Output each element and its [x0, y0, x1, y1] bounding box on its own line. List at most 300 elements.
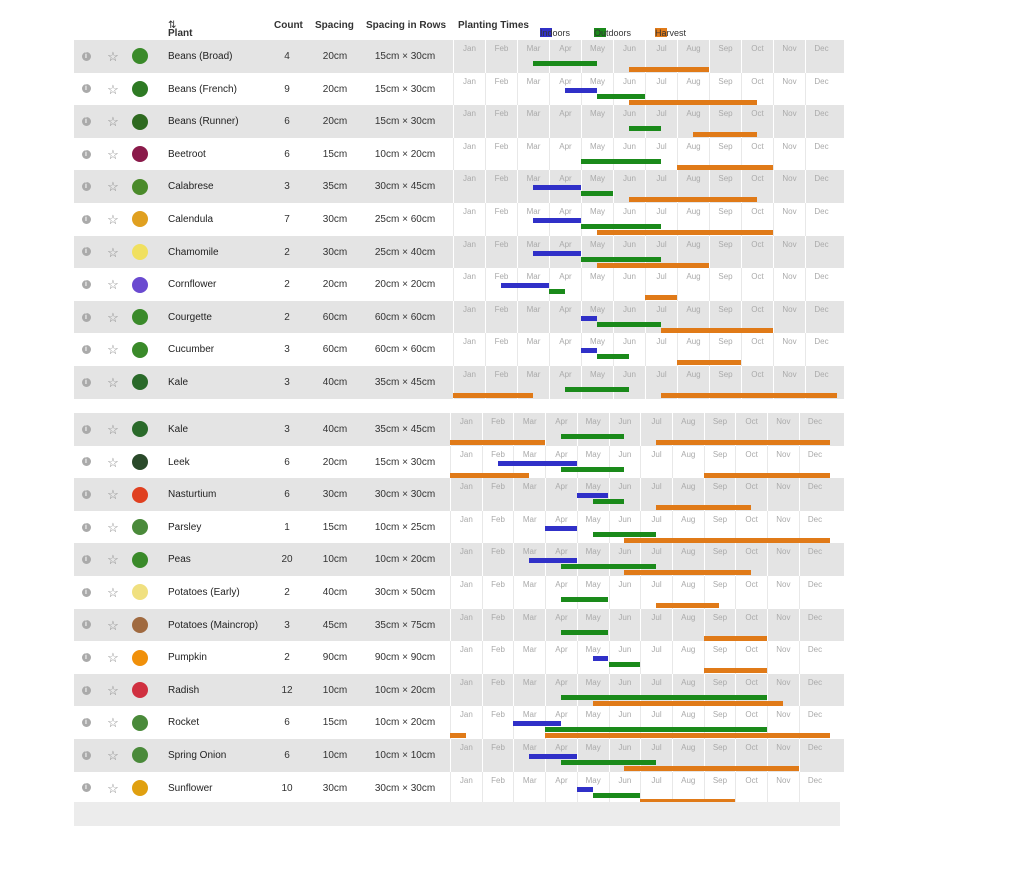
plant-count: 2 [284, 246, 290, 258]
month-label: Feb [491, 417, 505, 426]
plant-name[interactable]: Cucumber [168, 344, 215, 356]
month-cell [613, 268, 645, 301]
month-cell [549, 268, 581, 301]
plant-name[interactable]: Beans (French) [168, 83, 237, 95]
plant-name[interactable]: Kale [168, 377, 189, 388]
month-label: Oct [745, 775, 758, 785]
month-cell [581, 170, 613, 203]
month-label: Nov [782, 44, 797, 53]
star-icon[interactable]: ☆ [107, 715, 119, 731]
month-cell [799, 478, 831, 511]
month-cell [773, 268, 805, 301]
month-cell [482, 543, 514, 576]
info-icon[interactable]: i [80, 511, 92, 544]
month-cell [545, 413, 577, 446]
month-cell [672, 446, 704, 479]
month-label: Mar [522, 677, 537, 687]
plant-name[interactable]: Peas [168, 554, 191, 566]
plant-spacing-rows: 15cm × 30cm [374, 456, 436, 468]
month-cell [545, 772, 577, 805]
month-label: Dec [814, 239, 829, 249]
table-row[interactable] [74, 706, 844, 739]
month-label: Aug [686, 44, 701, 53]
month-cell [581, 40, 613, 73]
month-label: Dec [814, 370, 829, 379]
table-row[interactable] [74, 40, 844, 73]
month-label: Sep [718, 76, 733, 86]
month-label: Sep [712, 482, 728, 492]
month-label: Dec [807, 482, 823, 492]
month-cell [709, 40, 741, 73]
month-label: Mar [526, 109, 541, 119]
month-label: Dec [814, 76, 829, 86]
month-label: Mar [526, 174, 541, 184]
month-label: Feb [491, 710, 505, 720]
month-label: Jul [651, 677, 662, 687]
outdoor-bar [593, 793, 641, 798]
month-label: Apr [555, 645, 568, 655]
star-icon[interactable]: ☆ [107, 277, 119, 293]
month-label: Apr [559, 141, 572, 151]
info-icon[interactable]: i [80, 333, 92, 366]
month-label: May [589, 44, 606, 53]
table-row[interactable] [74, 739, 844, 772]
plant-name[interactable]: Beans (Broad) [168, 51, 233, 62]
info-icon[interactable]: i [80, 706, 92, 739]
month-label: Apr [555, 580, 568, 589]
month-label: Dec [807, 417, 823, 426]
month-label: Mar [522, 547, 537, 557]
table-row[interactable] [74, 366, 844, 399]
month-label: Oct [745, 612, 758, 622]
month-label: Mar [522, 710, 537, 720]
month-cell [799, 609, 831, 642]
month-label: Jan [463, 174, 476, 184]
info-icon[interactable]: i [80, 478, 92, 511]
planting-calendar [450, 739, 830, 772]
star-icon[interactable]: ☆ [107, 212, 119, 227]
table-row[interactable] [74, 73, 844, 106]
month-label: Nov [776, 514, 791, 524]
month-label: Jul [656, 337, 667, 347]
table-row[interactable] [74, 236, 844, 269]
month-label: Aug [681, 547, 696, 557]
star-icon[interactable]: ☆ [107, 342, 119, 358]
star-icon[interactable]: ☆ [107, 375, 119, 390]
month-label: Aug [681, 449, 696, 459]
star-icon[interactable]: ☆ [107, 617, 119, 633]
month-label: Oct [751, 272, 764, 282]
harvest-bar [704, 668, 767, 673]
month-label: Jan [463, 239, 476, 249]
month-cell [709, 268, 741, 301]
month-label: May [589, 109, 606, 119]
info-icon[interactable]: i [80, 641, 92, 674]
planting-calendar [450, 543, 830, 576]
sort-icon[interactable]: ⇅ [168, 20, 177, 31]
info-icon[interactable]: i [80, 543, 92, 576]
month-label: Apr [555, 417, 568, 426]
month-cell [577, 609, 609, 642]
month-label: Feb [491, 482, 505, 492]
plant-name[interactable]: Chamomile [168, 246, 219, 258]
plant-name[interactable]: Sunflower [168, 782, 213, 794]
plant-count: 10 [281, 782, 293, 794]
plant-spacing-rows: 30cm × 30cm [374, 489, 436, 501]
month-label: Jan [459, 514, 473, 524]
plant-name[interactable]: Parsley [168, 521, 202, 533]
plant-spacing-rows: 35cm × 45cm [374, 377, 436, 388]
harvest-bar [450, 473, 529, 478]
star-icon[interactable]: ☆ [107, 519, 119, 535]
month-label: Nov [776, 612, 791, 622]
plant-name[interactable]: Leek [168, 456, 190, 468]
star-icon[interactable]: ☆ [107, 244, 119, 260]
info-icon[interactable]: i [80, 576, 92, 609]
month-cell [773, 138, 805, 171]
plant-name[interactable]: Cornflower [168, 279, 217, 291]
table-row[interactable] [74, 446, 844, 479]
month-label: Jul [651, 580, 662, 589]
month-cell [513, 511, 545, 544]
plant-name[interactable]: Kale [168, 424, 189, 435]
indoor-bar [501, 283, 549, 288]
harvest-bar [597, 230, 773, 235]
month-label: Nov [776, 645, 791, 655]
chamomile-icon [129, 236, 151, 269]
plant-name[interactable]: Radish [168, 684, 200, 696]
month-label: May [585, 710, 601, 720]
month-cell [805, 301, 837, 334]
table-row[interactable] [74, 576, 844, 609]
outdoor-bar [597, 322, 661, 327]
month-label: Oct [751, 370, 764, 379]
month-label: Sep [718, 207, 733, 216]
outdoor-bar [581, 224, 661, 229]
month-cell [773, 40, 805, 73]
info-icon[interactable]: i [80, 138, 92, 171]
month-cell [672, 641, 704, 674]
month-cell [485, 236, 517, 269]
harvest-bar [450, 733, 466, 738]
harvest-bar [656, 603, 719, 608]
info-icon[interactable]: i [80, 609, 92, 642]
plant-spacing-rows: 25cm × 60cm [374, 214, 436, 225]
table-row[interactable] [74, 413, 844, 446]
month-cell [799, 543, 831, 576]
plant-spacing: 90cm [322, 652, 348, 664]
month-cell [482, 641, 514, 674]
month-label: Jan [463, 304, 476, 314]
indoor-bar [533, 218, 581, 223]
plant-count: 2 [284, 279, 290, 291]
month-cell [773, 73, 805, 106]
star-icon[interactable]: ☆ [107, 487, 119, 503]
table-row[interactable] [74, 641, 844, 674]
header-spacing[interactable]: Spacing [315, 20, 354, 31]
outdoor-bar [533, 61, 597, 66]
plant-spacing-rows: 10cm × 20cm [374, 148, 436, 160]
month-label: Nov [782, 337, 797, 347]
month-label: Feb [491, 449, 505, 459]
month-label: May [585, 580, 601, 589]
month-label: Sep [712, 417, 728, 426]
month-label: May [589, 207, 606, 216]
outdoor-bar [561, 434, 624, 439]
plant-count: 12 [281, 684, 293, 696]
plant-spacing: 20cm [322, 51, 348, 62]
month-label: Dec [814, 141, 829, 151]
month-label: Nov [776, 547, 791, 557]
star-icon[interactable]: ☆ [107, 114, 119, 130]
star-icon[interactable]: ☆ [107, 49, 119, 64]
info-icon[interactable]: i [80, 73, 92, 106]
month-label: Apr [559, 207, 572, 216]
planting-calendar [453, 73, 837, 106]
month-label: Oct [751, 109, 764, 119]
month-cell [735, 772, 767, 805]
month-cell [485, 203, 517, 236]
month-cell [799, 739, 831, 772]
month-label: Oct [745, 743, 758, 752]
plant-spacing: 20cm [322, 456, 348, 468]
plant-spacing-rows: 15cm × 30cm [374, 116, 436, 128]
month-label: Sep [712, 645, 728, 655]
month-cell [609, 641, 641, 674]
month-label: Nov [782, 141, 797, 151]
info-icon[interactable]: i [80, 203, 92, 236]
harvest-bar [661, 328, 773, 333]
month-cell [549, 105, 581, 138]
month-cell [805, 105, 837, 138]
info-icon[interactable]: i [80, 268, 92, 301]
plant-name[interactable]: Nasturtium [168, 489, 217, 501]
month-label: Feb [491, 775, 505, 785]
month-label: Feb [494, 239, 509, 249]
plant-spacing-rows: 30cm × 50cm [374, 587, 436, 598]
star-icon[interactable]: ☆ [107, 748, 119, 763]
month-cell [545, 609, 577, 642]
plant-spacing: 30cm [322, 782, 348, 794]
month-label: Apr [559, 76, 572, 86]
month-cell [485, 301, 517, 334]
outdoor-bar [561, 760, 656, 765]
plant-name[interactable]: Rocket [168, 717, 200, 729]
plant-spacing: 60cm [322, 344, 348, 356]
table-row[interactable] [74, 203, 844, 236]
plant-spacing: 40cm [322, 424, 348, 435]
plant-name[interactable]: Beans (Runner) [168, 116, 239, 128]
month-label: Jul [651, 547, 662, 557]
month-cell [581, 366, 613, 399]
month-label: Feb [494, 304, 509, 314]
harvest-bar [629, 67, 709, 72]
table-row[interactable] [74, 772, 844, 805]
month-cell [581, 105, 613, 138]
month-label: Apr [559, 174, 572, 184]
info-icon[interactable]: i [80, 301, 92, 334]
month-label: Dec [814, 109, 829, 119]
month-label: Jul [651, 743, 662, 752]
planting-calendar [453, 236, 837, 269]
info-icon[interactable]: i [80, 446, 92, 479]
star-icon[interactable]: ☆ [107, 146, 119, 162]
table-row[interactable] [74, 170, 844, 203]
month-label: Feb [494, 76, 509, 86]
nasturtium-icon [129, 478, 151, 511]
month-cell [799, 772, 831, 805]
month-cell [482, 576, 514, 609]
star-icon[interactable]: ☆ [107, 650, 119, 666]
month-label: Dec [814, 207, 829, 216]
month-label: Aug [681, 645, 696, 655]
month-label: Aug [681, 514, 696, 524]
plant-name[interactable]: Potatoes (Maincrop) [168, 619, 259, 631]
month-label: Feb [491, 612, 505, 622]
plant-name[interactable]: Calabrese [168, 181, 214, 193]
month-cell [741, 268, 773, 301]
plant-spacing: 10cm [322, 750, 348, 761]
month-cell [485, 40, 517, 73]
header-spacing-rows[interactable]: Spacing in Rows [366, 20, 447, 31]
month-label: Apr [555, 710, 568, 720]
star-icon[interactable]: ☆ [107, 682, 119, 698]
plant-name[interactable]: Beetroot [168, 148, 206, 160]
month-cell [767, 609, 799, 642]
month-label: Dec [807, 547, 823, 557]
month-label: May [585, 645, 601, 655]
month-label: Jun [623, 272, 636, 282]
harvest-bar [704, 473, 831, 478]
month-cell [613, 138, 645, 171]
star-icon[interactable]: ☆ [107, 780, 119, 796]
month-label: May [589, 272, 606, 282]
star-icon[interactable]: ☆ [107, 422, 119, 437]
star-icon[interactable]: ☆ [107, 585, 119, 600]
month-label: Jun [618, 547, 632, 557]
month-cell [517, 73, 549, 106]
month-cell [805, 333, 837, 366]
table-row[interactable] [74, 478, 844, 511]
indoor-bar [593, 656, 609, 661]
star-icon[interactable]: ☆ [107, 309, 119, 325]
month-cell [453, 203, 485, 236]
info-icon[interactable]: i [80, 105, 92, 138]
info-icon[interactable]: i [80, 413, 92, 446]
month-label: Dec [807, 677, 823, 687]
plant-spacing-rows: 15cm × 30cm [374, 83, 436, 95]
table-row[interactable] [74, 301, 844, 334]
plant-spacing-rows: 60cm × 60cm [374, 311, 436, 323]
outdoor-bar [561, 564, 656, 569]
plant-spacing: 30cm [322, 214, 348, 225]
table-row[interactable] [74, 543, 844, 576]
plant-spacing: 60cm [322, 311, 348, 323]
month-cell [581, 138, 613, 171]
month-label: Aug [681, 580, 696, 589]
table-row[interactable] [74, 105, 844, 138]
month-cell [577, 739, 609, 772]
month-label: Feb [494, 370, 509, 379]
month-label: Nov [782, 239, 797, 249]
table-row[interactable] [74, 674, 844, 707]
plant-name[interactable]: Calendula [168, 214, 214, 225]
info-icon[interactable]: i [80, 236, 92, 269]
month-cell [609, 446, 641, 479]
plant-name[interactable]: Pumpkin [168, 652, 207, 664]
month-label: Feb [494, 44, 509, 53]
info-icon[interactable]: i [80, 366, 92, 399]
star-icon[interactable]: ☆ [107, 454, 119, 470]
month-label: Jun [618, 482, 632, 492]
month-label: Apr [559, 337, 572, 347]
month-cell [450, 674, 482, 707]
indoor-bar [529, 754, 577, 759]
header-plant[interactable]: Plant ⇅ [168, 20, 193, 39]
month-label: May [589, 304, 606, 314]
month-cell [482, 739, 514, 772]
rocket-icon [129, 706, 151, 739]
month-label: Jul [651, 482, 662, 492]
info-icon[interactable]: i [80, 739, 92, 772]
star-icon[interactable]: ☆ [107, 81, 119, 97]
plant-name[interactable]: Potatoes (Early) [168, 587, 240, 598]
month-cell [485, 73, 517, 106]
month-label: Sep [718, 239, 733, 249]
plant-name[interactable]: Courgette [168, 311, 212, 323]
month-label: Oct [751, 76, 764, 86]
month-label: Jun [623, 337, 636, 347]
month-label: Jul [656, 174, 667, 184]
month-cell [549, 301, 581, 334]
table-row[interactable] [74, 138, 844, 171]
plant-count: 6 [284, 750, 290, 761]
planting-calendar [453, 301, 837, 334]
info-icon[interactable]: i [80, 772, 92, 805]
month-label: Jun [618, 775, 632, 785]
outdoor-bar [593, 499, 625, 504]
month-cell [453, 40, 485, 73]
month-label: Oct [745, 449, 758, 459]
month-label: Sep [718, 337, 733, 347]
month-label: May [589, 141, 606, 151]
month-label: May [589, 76, 606, 86]
parsley-icon [129, 511, 151, 544]
cucumber-icon [129, 333, 151, 366]
header-count[interactable]: Count [274, 20, 303, 31]
info-icon[interactable]: i [80, 674, 92, 707]
table-row[interactable] [74, 609, 844, 642]
month-label: Oct [751, 239, 764, 249]
table-row[interactable] [74, 268, 844, 301]
star-icon[interactable]: ☆ [107, 179, 119, 195]
table-row[interactable] [74, 511, 844, 544]
info-icon[interactable]: i [80, 170, 92, 203]
plant-name[interactable]: Spring Onion [168, 750, 227, 761]
month-cell [799, 576, 831, 609]
info-icon[interactable]: i [80, 40, 92, 73]
star-icon[interactable]: ☆ [107, 552, 119, 568]
month-label: Nov [782, 174, 797, 184]
month-label: Dec [807, 612, 823, 622]
month-label: Aug [681, 710, 696, 720]
plant-spacing: 30cm [322, 489, 348, 501]
month-label: Sep [712, 547, 728, 557]
plant-spacing-rows: 15cm × 30cm [374, 51, 436, 62]
month-cell [485, 170, 517, 203]
table-row[interactable] [74, 333, 844, 366]
month-cell [450, 543, 482, 576]
